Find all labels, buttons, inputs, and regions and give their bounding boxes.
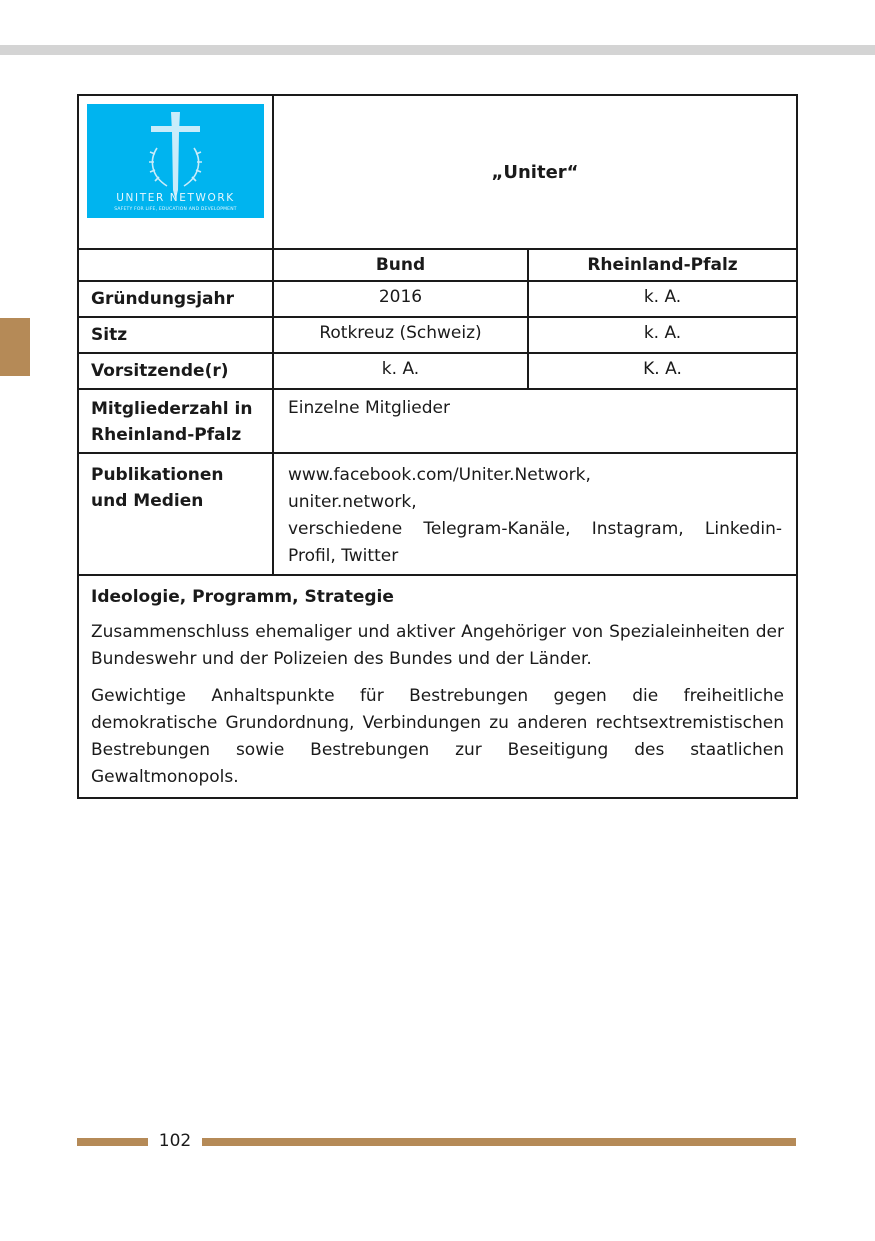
row-label: Gründungsjahr — [78, 281, 273, 317]
row-value-rlp: k. A. — [528, 281, 797, 317]
table-row — [78, 353, 797, 389]
row-value-bund: 2016 — [273, 281, 528, 317]
publication-line: verschiedene Telegram-Kanäle, Instagram, Linkedin-Profil, Twitter — [288, 519, 783, 566]
members-row — [78, 389, 797, 453]
column-header-bund: Bund — [273, 249, 528, 281]
chapter-side-tab — [0, 318, 30, 376]
ideology-heading: Ideologie, Programm, Strategie — [91, 587, 394, 607]
publications-label-line2: und Medien — [91, 491, 204, 511]
members-label — [78, 389, 273, 453]
row-value-rlp: k. A. — [528, 317, 797, 353]
members-value: Einzelne Mitglieder — [273, 389, 797, 453]
publications-row — [78, 453, 797, 575]
logo-cell — [78, 95, 273, 249]
table-row — [78, 317, 797, 353]
footer-rule-right — [202, 1138, 796, 1146]
ideology-section — [78, 575, 797, 798]
row-value-bund: Rotkreuz (Schweiz) — [273, 317, 528, 353]
publications-label-line1: Publikationen — [91, 465, 224, 485]
row-value-bund: k. A. — [273, 353, 528, 389]
header-row — [78, 95, 797, 249]
publications-label — [78, 453, 273, 575]
column-header-row — [78, 249, 797, 281]
ideology-row — [78, 575, 797, 798]
table-row — [78, 281, 797, 317]
ideology-paragraph: Zusammenschluss ehemaliger und aktiver Angehöriger von Spezialeinheiten der Bundeswehr und der Polizeien des Bundes und der Länder. — [91, 622, 785, 669]
logo-wordmark: UNITER NETWORK — [116, 192, 235, 204]
members-label-line1: Mitgliederzahl in — [91, 399, 253, 419]
column-header-rlp: Rheinland-Pfalz — [528, 249, 797, 281]
publication-line: www.facebook.com/Uniter.Network, — [288, 465, 591, 485]
row-label: Sitz — [78, 317, 273, 353]
organization-profile-table — [77, 94, 798, 799]
empty-header-cell — [78, 249, 273, 281]
row-label: Vorsitzende(r) — [78, 353, 273, 389]
row-value-rlp: K. A. — [528, 353, 797, 389]
logo-tagline: SAFETY FOR LIFE, EDUCATION AND DEVELOPMENT — [114, 207, 237, 212]
members-label-line2: Rheinland-Pfalz — [91, 425, 242, 445]
top-rule — [0, 45, 875, 55]
publication-line: uniter.network, — [288, 492, 417, 512]
organization-title: „Uniter“ — [273, 95, 797, 249]
publications-value — [273, 453, 797, 575]
page-number: 102 — [158, 1131, 192, 1151]
uniter-network-logo — [87, 104, 264, 218]
ideology-paragraph: Gewichtige Anhaltspunkte für Bestrebungen gegen die freiheitliche demokratische Grundordnung, Verbindungen zu anderen rechtsextremistischen Bestrebungen sowie Bestrebungen zur Beseitigung des staatlichen Gewaltmonopols. — [91, 686, 785, 787]
footer-rule-left — [77, 1138, 148, 1146]
